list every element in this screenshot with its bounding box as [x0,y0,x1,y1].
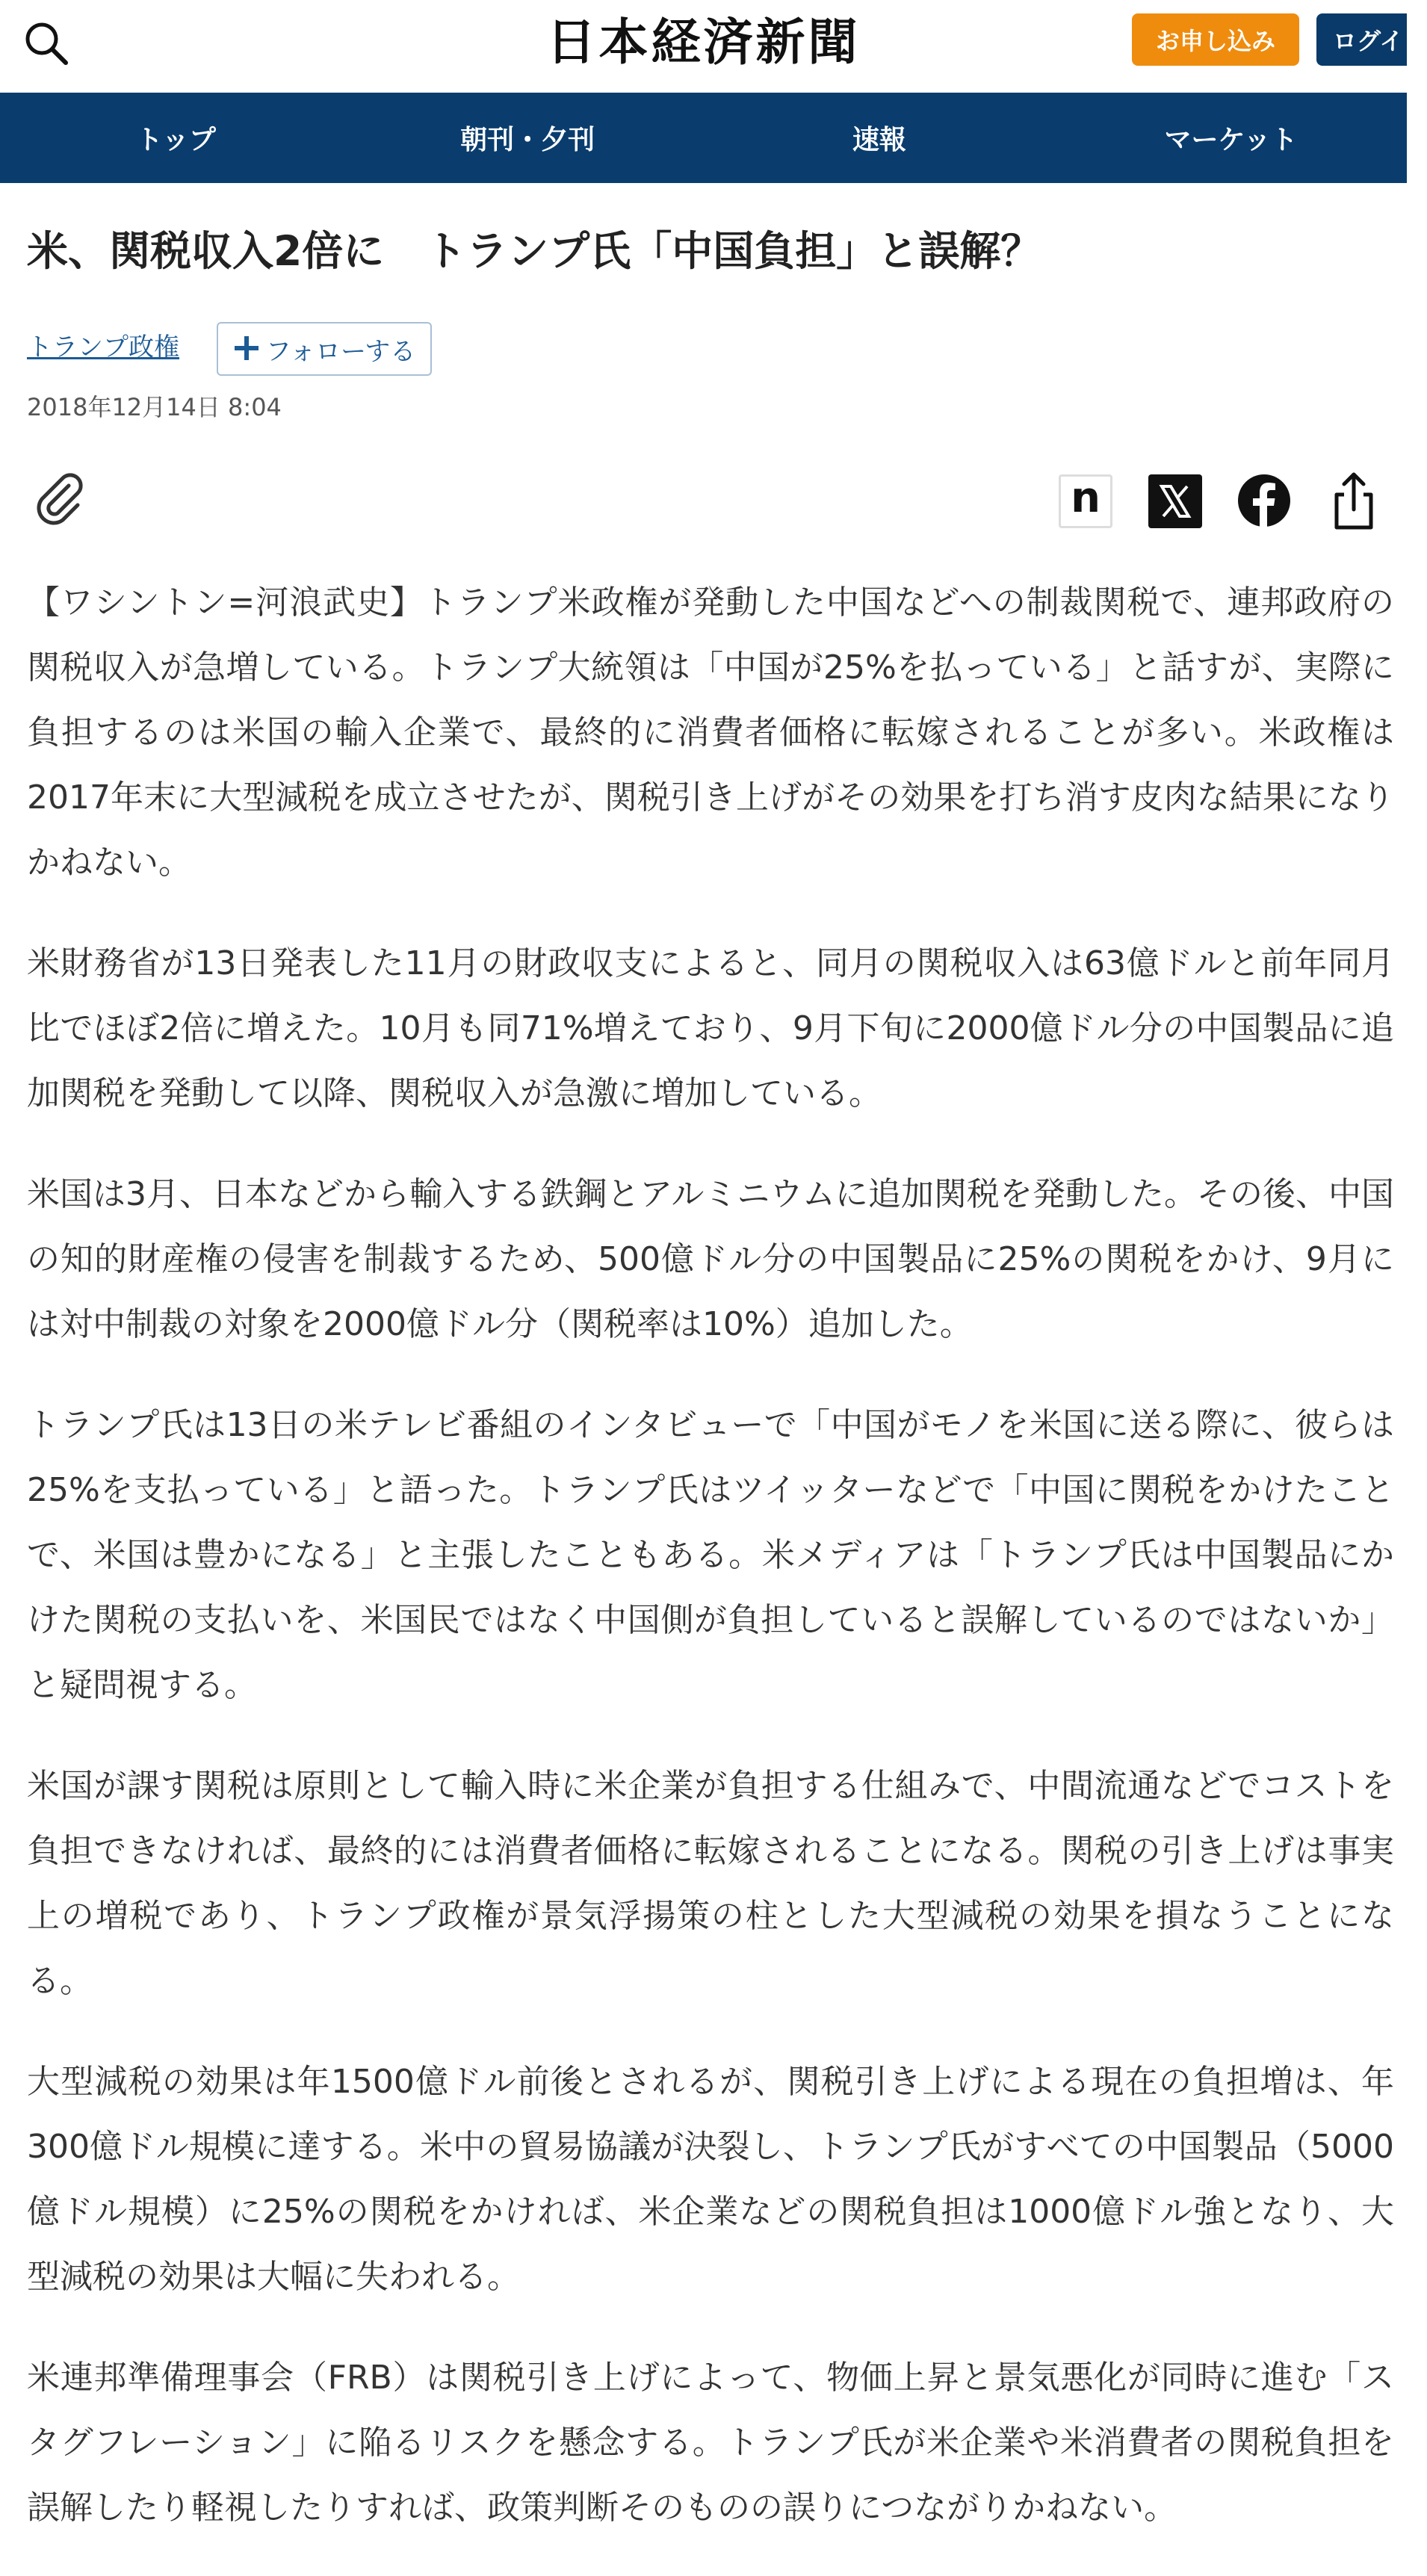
save-article-button[interactable] [30,469,97,536]
x-share-button[interactable] [1148,474,1202,528]
share-button[interactable] [1326,469,1381,532]
plus-icon [233,330,260,368]
follow-label: フォローする [265,336,416,367]
search-button[interactable] [16,13,76,73]
facebook-share-button[interactable] [1236,473,1292,528]
follow-button[interactable] [217,322,432,376]
nav-item-top[interactable]: トップ [135,125,216,155]
facebook-icon [1236,473,1292,528]
main-nav [0,93,1407,183]
article-paragraph: 米財務省が13日発表した11月の財政収支によると、同月の関税収入は63億ドルと前年同月比でほぼ2倍に増えた。10月も同71%増えており、9月下旬に2000億ドル分の中国製品に追加関税を発動して以降、関税収入が急激に増加している。 [27,944,1394,1112]
nav-item-paper[interactable]: 朝刊・夕刊 [460,125,595,155]
article-paragraph: 米国が課す関税は原則として輸入時に米企業が負担する仕組みで、中間流通などでコストを負担できなければ、最終的には消費者価格に転嫁されることになる。関税の引き上げは事実上の増税であり、トランプ政権が景気浮揚策の柱とした大型減税の効果を損なうことになる。 [27,1767,1394,2000]
subscribe-button[interactable]: お申し込み [1132,13,1299,66]
nav-item-breaking[interactable]: 速報 [852,125,906,155]
article-paragraph: トランプ氏は13日の米テレビ番組のインタビューで「中国がモノを米国に送る際に、彼らは25%を支払っている」と語った。トランプ氏はツイッターなどで「中国に関税をかけたことで、米国は豊かになる」と主張したこともある。米メディアは「トランプ氏は中国製品にかけた関税の支払いを、米国民ではなく中国側が負担していると誤解しているのではないか」と疑問視する。 [27,1406,1394,1704]
article-body [27,570,1394,2576]
article-paragraph: 【ワシントン=河浪武史】トランプ米政権が発動した中国などへの制裁関税で、連邦政府の関税収入が急増している。トランプ大統領は「中国が25%を払っている」と話すが、実際に負担するのは米国の輸入企業で、最終的に消費者価格に転嫁されることが多い。米政権は2017年末に大型減税を成立させたが、関税引き上げがその効果を打ち消す皮肉な結果になりかねない。 [27,583,1394,882]
login-button[interactable]: ログイン [1316,13,1407,66]
paperclip-icon [30,469,90,529]
note-icon: n [1071,474,1101,522]
search-icon [22,19,70,67]
nav-item-market[interactable]: マーケット [1164,125,1298,155]
share-icon [1326,469,1381,532]
note-share-button[interactable] [1059,474,1112,528]
article-paragraph: 米国は3月、日本などから輸入する鉄鋼とアルミニウムに追加関税を発動した。その後、中国の知的財産権の侵害を制裁するため、500億ドル分の中国製品に25%の関税をかけ、9月には対中制裁の対象を2000億ドル分（関税率は10%）追加した。 [27,1175,1394,1343]
x-icon [1148,474,1202,528]
article-paragraph: 米連邦準備理事会（FRB）は関税引き上げによって、物価上昇と景気悪化が同時に進む「スタグフレーション」に陥るリスクを懸念する。トランプ氏が米企業や米消費者の関税負担を誤解したり軽視したりすれば、政策判断そのものの誤りにつながりかねない。 [27,2359,1394,2527]
article-paragraph: 大型減税の効果は年1500億ドル前後とされるが、関税引き上げによる現在の負担増は、年300億ドル規模に達する。米中の貿易協議が決裂し、トランプ氏がすべての中国製品（5000億ドル規模）に25%の関税をかければ、米企業などの関税負担は1000億ドル強となり、大型減税の効果は大幅に失われる。 [27,2063,1394,2296]
publish-date: 2018年12月14日 8:04 [27,393,282,421]
site-header [0,0,1427,93]
topic-link[interactable]: トランプ政権 [27,332,179,362]
site-logo-text[interactable]: 日本経済新聞 [546,13,861,71]
article-headline: 米、関税収入2倍に トランプ氏「中国負担」と誤解？ [27,227,1042,275]
